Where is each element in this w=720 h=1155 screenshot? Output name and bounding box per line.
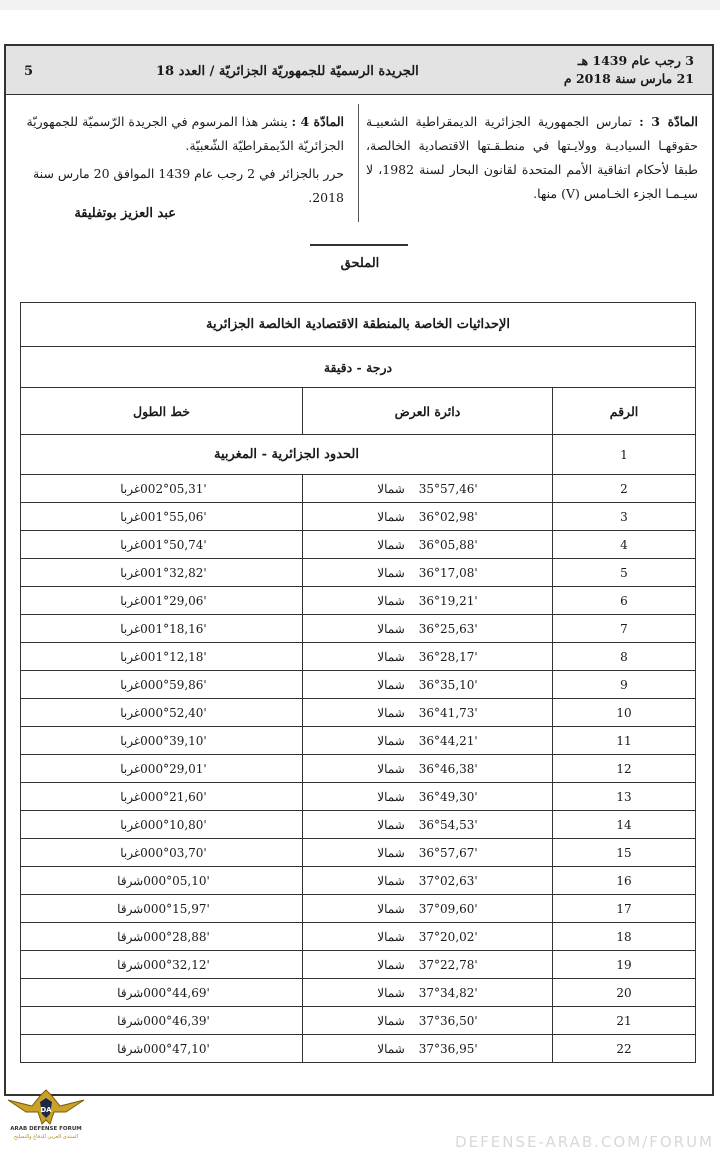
longitude-value: 000°46,39' (143, 1013, 210, 1028)
latitude-direction: شمالا (377, 817, 405, 832)
longitude-direction: شرقا (117, 957, 144, 972)
row-latitude (303, 895, 553, 923)
latitude-value: 36°02,98' (418, 509, 478, 524)
row-number: 8 (553, 643, 696, 671)
longitude-value: 000°39,10' (140, 733, 207, 748)
longitude-value: 000°47,10' (143, 1041, 210, 1056)
row-latitude (303, 867, 553, 895)
latitude-direction: شمالا (377, 537, 405, 552)
latitude-value: 35°57,46' (418, 481, 478, 496)
table-row (21, 615, 696, 643)
row-latitude (303, 671, 553, 699)
row-latitude (303, 531, 553, 559)
svg-text:DA: DA (40, 1106, 52, 1114)
row-number: 15 (553, 839, 696, 867)
longitude-direction: غربا (120, 537, 141, 552)
row-longitude (21, 783, 303, 811)
watermark: DEFENSE-ARAB.COM/FORUM (455, 1133, 714, 1151)
row-number: 6 (553, 587, 696, 615)
longitude-value: 000°03,70' (140, 845, 207, 860)
latitude-value: 36°19,21' (418, 593, 478, 608)
latitude-direction: شمالا (377, 649, 405, 664)
longitude-direction: شرقا (117, 1041, 144, 1056)
longitude-direction: شرقا (117, 929, 144, 944)
table-row (21, 699, 696, 727)
article-4-label: المادّة 4 : (291, 114, 344, 129)
latitude-direction: شمالا (377, 845, 405, 860)
row-longitude (21, 811, 303, 839)
longitude-value: 000°32,12' (143, 957, 210, 972)
latitude-direction: شمالا (377, 733, 405, 748)
row-latitude (303, 699, 553, 727)
row-longitude (21, 699, 303, 727)
row-longitude (21, 755, 303, 783)
latitude-direction: شمالا (377, 593, 405, 608)
logo-name: ARAB DEFENSE FORUM (10, 1126, 82, 1132)
row-latitude (303, 587, 553, 615)
longitude-value: 000°05,10' (143, 873, 210, 888)
header-date (564, 52, 694, 88)
row-number: 18 (553, 923, 696, 951)
row-number: 14 (553, 811, 696, 839)
latitude-value: 36°49,30' (418, 789, 478, 804)
table-row (21, 1007, 696, 1035)
row-number: 21 (553, 1007, 696, 1035)
longitude-direction: غربا (120, 789, 141, 804)
table-row (21, 559, 696, 587)
row-number: 4 (553, 531, 696, 559)
row-longitude (21, 559, 303, 587)
row-latitude (303, 839, 553, 867)
row-latitude (303, 1035, 553, 1063)
article-3 (366, 110, 698, 206)
latitude-direction: شمالا (377, 677, 405, 692)
row-latitude (303, 783, 553, 811)
longitude-value: 001°55,06' (140, 509, 207, 524)
row-number: 16 (553, 867, 696, 895)
longitude-direction: شرقا (117, 873, 144, 888)
logo-subtitle: المنتدى العربي للدفاع والتسليح (13, 1134, 79, 1140)
row-number: 22 (553, 1035, 696, 1063)
row-number: 17 (553, 895, 696, 923)
longitude-direction: غربا (120, 677, 141, 692)
row-longitude (21, 671, 303, 699)
table-row (21, 671, 696, 699)
column-divider (358, 104, 359, 222)
longitude-direction: غربا (120, 565, 141, 580)
row-number: 2 (553, 475, 696, 503)
gazette-title: الجريدة الرسميّة للجمهوريّة الجزائريّة / العدد 18 (156, 64, 419, 79)
latitude-value: 37°20,02' (418, 929, 478, 944)
table-row (21, 811, 696, 839)
row-latitude (303, 615, 553, 643)
latitude-value: 37°22,78' (418, 957, 478, 972)
latitude-value: 36°35,10' (418, 677, 478, 692)
latitude-value: 37°34,82' (418, 985, 478, 1000)
latitude-value: 36°28,17' (418, 649, 478, 664)
longitude-value: 000°10,80' (140, 817, 207, 832)
row-number: 9 (553, 671, 696, 699)
latitude-direction: شمالا (377, 509, 405, 524)
row-number: 19 (553, 951, 696, 979)
row-longitude (21, 587, 303, 615)
article-4-text: ينشر هذا المرسوم في الجريدة الرّسميّة للجمهوريّة الجزائريّة الدّيمقراطيّة الشّعبيّة. (26, 114, 344, 153)
latitude-direction: شمالا (377, 929, 405, 944)
longitude-direction: غربا (120, 733, 141, 748)
row-latitude (303, 811, 553, 839)
row-latitude (303, 559, 553, 587)
longitude-value: 001°29,06' (140, 593, 207, 608)
header-number: الرقم (553, 388, 696, 435)
latitude-direction: شمالا (377, 705, 405, 720)
row-number: 10 (553, 699, 696, 727)
row-longitude (21, 503, 303, 531)
latitude-value: 37°09,60' (418, 901, 478, 916)
annex-title: الملحق (340, 256, 380, 271)
longitude-value: 001°50,74' (140, 537, 207, 552)
row-longitude (21, 1007, 303, 1035)
longitude-direction: غربا (120, 845, 141, 860)
longitude-value: 001°12,18' (140, 649, 207, 664)
row-number: 5 (553, 559, 696, 587)
latitude-value: 36°17,08' (418, 565, 478, 580)
row-number: 11 (553, 727, 696, 755)
latitude-direction: شمالا (377, 1041, 405, 1056)
latitude-value: 36°54,53' (418, 817, 478, 832)
row-longitude (21, 615, 303, 643)
table-row (21, 727, 696, 755)
longitude-direction: غربا (120, 817, 141, 832)
row-longitude (21, 475, 303, 503)
row-longitude (21, 923, 303, 951)
longitude-direction: شرقا (117, 1013, 144, 1028)
longitude-value: 000°28,88' (143, 929, 210, 944)
latitude-direction: شمالا (377, 1013, 405, 1028)
latitude-direction: شمالا (377, 481, 405, 496)
latitude-direction: شمالا (377, 957, 405, 972)
row-longitude (21, 951, 303, 979)
longitude-direction: غربا (120, 621, 141, 636)
row-longitude (21, 895, 303, 923)
latitude-direction: شمالا (377, 565, 405, 580)
latitude-value: 36°46,38' (418, 761, 478, 776)
row-latitude (303, 503, 553, 531)
eagle-emblem-icon (4, 1086, 88, 1128)
row-latitude (303, 475, 553, 503)
latitude-direction: شمالا (377, 873, 405, 888)
signing-place-date: حرر بالجزائر في 2 رجب عام 1439 الموافق 20 مارس سنة 2018. (32, 166, 344, 205)
longitude-direction: غربا (120, 481, 141, 496)
latitude-value: 37°02,63' (418, 873, 478, 888)
article-3-label: المادّة 3 : (639, 114, 699, 129)
section-row (21, 435, 696, 475)
table-row (21, 503, 696, 531)
date-hijri: 3 رجب عام 1439 هـ (577, 53, 694, 68)
latitude-direction: شمالا (377, 789, 405, 804)
row-longitude (21, 979, 303, 1007)
table-row (21, 531, 696, 559)
page-number: 5 (24, 64, 34, 79)
header-latitude: دائرة العرض (303, 388, 553, 435)
table-row (21, 587, 696, 615)
row-latitude (303, 727, 553, 755)
latitude-value: 36°41,73' (418, 705, 478, 720)
longitude-value: 000°15,97' (143, 901, 210, 916)
table-row (21, 1035, 696, 1063)
latitude-value: 36°57,67' (418, 845, 478, 860)
longitude-direction: شرقا (117, 901, 144, 916)
row-longitude (21, 643, 303, 671)
longitude-direction: غربا (120, 509, 141, 524)
row-longitude (21, 867, 303, 895)
separator-line (310, 244, 408, 246)
row-number: 13 (553, 783, 696, 811)
row-longitude (21, 839, 303, 867)
longitude-value: 002°05,31' (140, 481, 207, 496)
longitude-direction: شرقا (117, 985, 144, 1000)
coordinates-table (20, 302, 696, 1063)
longitude-value: 001°18,16' (140, 621, 207, 636)
table-row (21, 923, 696, 951)
table-row (21, 867, 696, 895)
latitude-value: 36°44,21' (418, 733, 478, 748)
longitude-direction: غربا (120, 705, 141, 720)
header-longitude: خط الطول (21, 388, 303, 435)
latitude-value: 37°36,50' (418, 1013, 478, 1028)
row-number: 12 (553, 755, 696, 783)
table-row (21, 951, 696, 979)
table-row (21, 783, 696, 811)
gazette-header (6, 46, 712, 95)
longitude-value: 000°44,69' (143, 985, 210, 1000)
table-row (21, 643, 696, 671)
article-4 (22, 110, 344, 210)
table-row (21, 895, 696, 923)
longitude-direction: غربا (120, 761, 141, 776)
longitude-direction: غربا (120, 649, 141, 664)
row-latitude (303, 1007, 553, 1035)
top-strip (0, 0, 720, 10)
longitude-value: 001°32,82' (140, 565, 207, 580)
date-gregorian: 21 مارس سنة 2018 م (563, 71, 694, 86)
longitude-value: 000°29,01' (140, 761, 207, 776)
table-row (21, 475, 696, 503)
table-unit: درجة - دقيقة (21, 347, 696, 388)
latitude-value: 36°05,88' (418, 537, 478, 552)
row-latitude (303, 643, 553, 671)
latitude-direction: شمالا (377, 901, 405, 916)
table-row (21, 979, 696, 1007)
row-number: 20 (553, 979, 696, 1007)
longitude-value: 000°59,86' (140, 677, 207, 692)
latitude-direction: شمالا (377, 621, 405, 636)
section-label: الحدود الجزائرية - المغربية (21, 435, 553, 475)
row-latitude (303, 951, 553, 979)
signature: عبد العزيز بوتفليقة (74, 206, 176, 221)
latitude-value: 36°25,63' (418, 621, 478, 636)
row-latitude (303, 755, 553, 783)
row-longitude (21, 531, 303, 559)
row-latitude (303, 923, 553, 951)
row-longitude (21, 727, 303, 755)
table-row (21, 839, 696, 867)
row-number: 7 (553, 615, 696, 643)
row-longitude (21, 1035, 303, 1063)
section-number: 1 (553, 435, 696, 475)
longitude-direction: غربا (120, 593, 141, 608)
row-latitude (303, 979, 553, 1007)
latitude-direction: شمالا (377, 985, 405, 1000)
article-3-text: تمارس الجمهورية الجزائرية الديمقراطية الشعبيـة حقوقهـا السياديـة وولايـتها في منطـقـتها الاقتصادية الخالصة، طبقا لأحكام اتفاقية الأمم المتحدة لقانون البحار لسنة 1982، لا سيـمـا الجزء الخـامس (V) منها. (366, 114, 699, 201)
table-row (21, 755, 696, 783)
longitude-value: 000°21,60' (140, 789, 207, 804)
table-title: الإحداثيات الخاصة بالمنطقة الاقتصادية الخالصة الجزائرية (21, 303, 696, 347)
longitude-value: 000°52,40' (140, 705, 207, 720)
forum-logo (4, 1086, 88, 1152)
latitude-value: 37°36,95' (418, 1041, 478, 1056)
latitude-direction: شمالا (377, 761, 405, 776)
row-number: 3 (553, 503, 696, 531)
